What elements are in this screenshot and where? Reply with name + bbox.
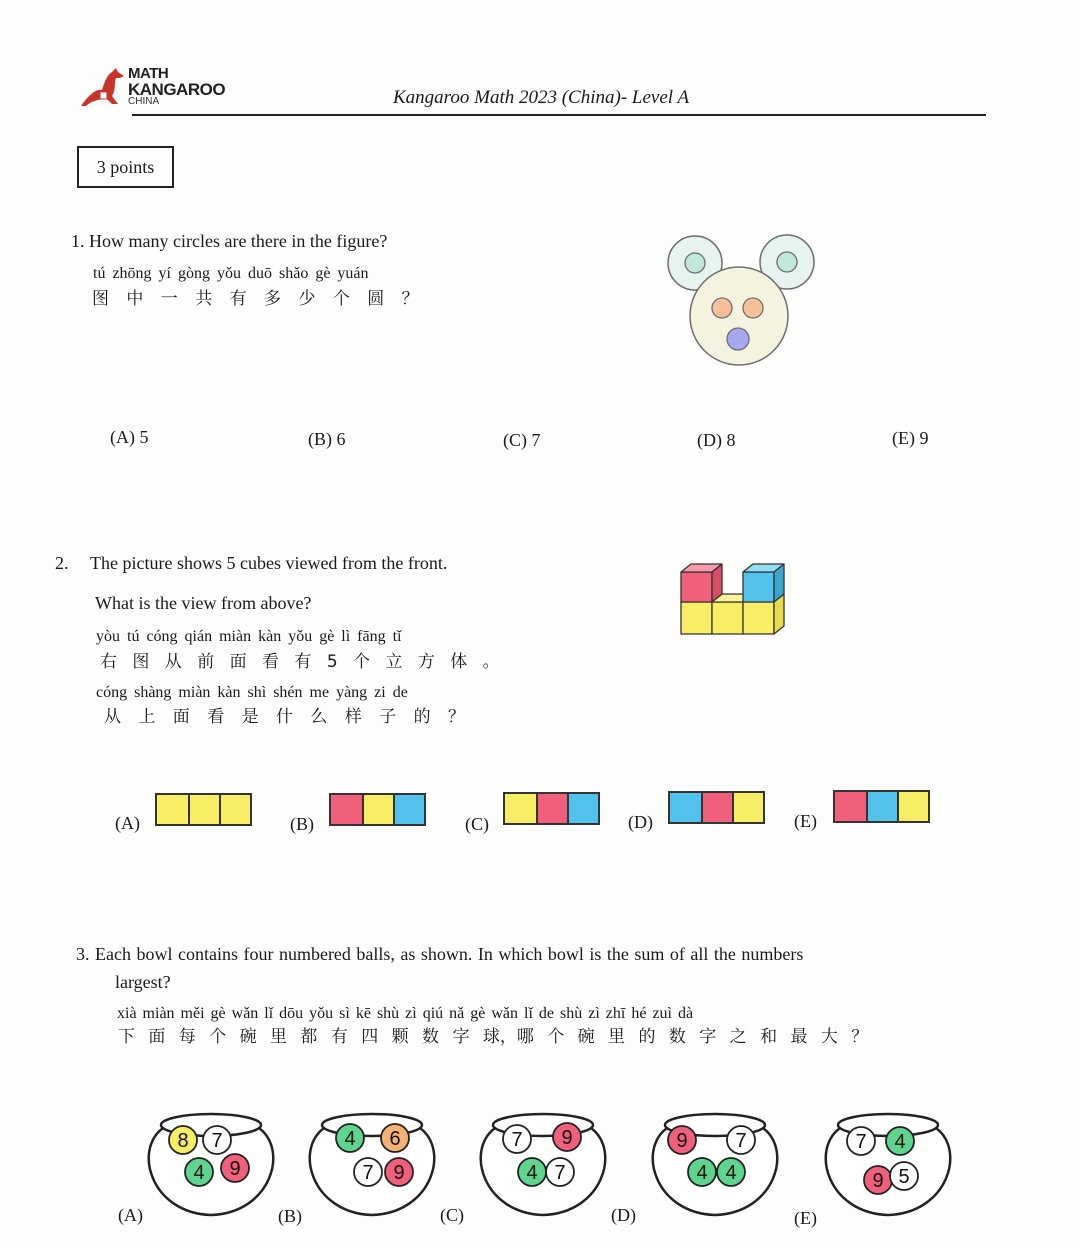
q3-chinese: 下 面 每 个 碗 里 都 有 四 颗 数 字 球，哪 个 碗 里 的 数 字 之 和 最 大 ？ xyxy=(118,1027,869,1047)
bowl-label[interactable]: (B) xyxy=(278,1206,302,1226)
logo-text-kangaroo: KANGAROO xyxy=(128,80,226,99)
bowl-e[interactable] xyxy=(794,1114,950,1229)
ball-number: 4 xyxy=(193,1162,205,1184)
kangaroo-logo-icon xyxy=(78,66,130,108)
q3-question-text: 3. Each bowl contains four numbered balls, as shown. In which bowl is the sum of all the numbers xyxy=(76,944,804,964)
ball-number: 6 xyxy=(389,1128,401,1150)
q2-e-cell-1 xyxy=(835,792,866,821)
q2-option-e-strip[interactable] xyxy=(833,790,930,823)
q1-option-d[interactable]: (D) 8 xyxy=(697,430,736,450)
q2-e-cell-2 xyxy=(866,792,897,821)
ball-number: 7 xyxy=(554,1162,566,1184)
header-divider xyxy=(132,114,986,116)
q2-cubes-figure xyxy=(676,560,792,640)
q1-right-eye-circle xyxy=(743,298,763,318)
q1-option-a[interactable]: (A) 5 xyxy=(110,427,149,447)
bowl-b[interactable] xyxy=(278,1114,434,1227)
q1-option-c[interactable]: (C) 7 xyxy=(503,430,541,450)
ball-number: 7 xyxy=(855,1131,867,1153)
q2-a-cell-3 xyxy=(219,795,250,824)
q2-b-cell-1 xyxy=(331,795,362,824)
q2-option-d[interactable]: (D) xyxy=(628,812,653,832)
ball-number: 4 xyxy=(526,1162,538,1184)
logo-text-math: MATH xyxy=(128,65,169,82)
q1-option-b[interactable]: (B) 6 xyxy=(308,429,346,449)
ball-number: 9 xyxy=(872,1170,884,1192)
q2-a-cell-2 xyxy=(188,795,219,824)
q1-question-text: 1. How many circles are there in the figure? xyxy=(71,231,388,251)
q2-e-cell-3 xyxy=(897,792,928,821)
q1-pinyin: tú zhōng yí gòng yǒu duō shǎo gè yuán xyxy=(93,265,369,282)
q1-option-e[interactable]: (E) 9 xyxy=(892,428,929,448)
ball-number: 4 xyxy=(696,1162,708,1184)
q2-number: 2. xyxy=(55,553,69,573)
ball-number: 5 xyxy=(898,1166,910,1188)
ball-number: 7 xyxy=(362,1162,374,1184)
q1-mouth-circle xyxy=(727,328,749,350)
q2-c-cell-3 xyxy=(567,794,598,823)
q2-d-cell-2 xyxy=(701,793,732,822)
q1-circles-figure xyxy=(660,232,820,372)
q2-option-c[interactable]: (C) xyxy=(465,814,489,834)
ball-number: 9 xyxy=(229,1158,241,1180)
ball-number: 4 xyxy=(725,1162,737,1184)
q2-pinyin-1: yòu tú cóng qián miàn kàn yǒu gè lì fāng tǐ xyxy=(96,628,402,645)
q1-right-ear-inner-circle xyxy=(777,252,797,272)
q1-chinese: 图 中 一 共 有 多 少 个 圆 ？ xyxy=(92,289,419,309)
q2-option-d-strip[interactable] xyxy=(668,791,765,824)
q1-left-ear-inner-circle xyxy=(685,253,705,273)
bowl-d[interactable] xyxy=(611,1114,777,1226)
q2-option-a[interactable]: (A) xyxy=(115,813,140,833)
ball-number: 7 xyxy=(511,1129,523,1151)
ball-number: 9 xyxy=(561,1127,573,1149)
ball-number: 9 xyxy=(676,1130,688,1152)
points-box: 3 points xyxy=(77,146,174,188)
q2-question-text-2: What is the view from above? xyxy=(95,593,312,613)
q2-b-cell-3 xyxy=(393,795,424,824)
bowl-c[interactable] xyxy=(440,1114,605,1226)
q2-question-text: The picture shows 5 cubes viewed from the front. xyxy=(90,553,448,573)
q3-pinyin: xià miàn měi gè wǎn lǐ dōu yǒu sì kē shù zì qiú nǎ gè wǎn lǐ de shù zì zhī hé zuì dà xyxy=(117,1005,694,1022)
q2-c-cell-1 xyxy=(505,794,536,823)
ball-number: 7 xyxy=(211,1130,223,1152)
q3-bowls-figure xyxy=(100,1095,980,1240)
q2-chinese-2: 从 上 面 看 是 什 么 样 子 的 ？ xyxy=(104,707,466,727)
ball-number: 9 xyxy=(393,1162,405,1184)
q2-b-cell-2 xyxy=(362,795,393,824)
q1-left-eye-circle xyxy=(712,298,732,318)
q2-chinese-1: 右 图 从 前 面 看 有 5 个 立 方 体 。 xyxy=(100,652,500,672)
q2-d-cell-1 xyxy=(670,793,701,822)
q2-pinyin-2: cóng shàng miàn kàn shì shén me yàng zi de xyxy=(96,684,408,701)
ball-number: 4 xyxy=(894,1131,906,1153)
q2-a-cell-1 xyxy=(157,795,188,824)
logo-text-china: CHINA xyxy=(128,96,160,107)
ball-number: 7 xyxy=(735,1130,747,1152)
ball-number: 4 xyxy=(344,1128,356,1150)
q3-question-text-2: largest? xyxy=(115,972,171,992)
q2-option-b-strip[interactable] xyxy=(329,793,426,826)
bowl-label[interactable]: (D) xyxy=(611,1205,636,1225)
q2-d-cell-3 xyxy=(732,793,763,822)
q2-option-b[interactable]: (B) xyxy=(290,814,314,834)
q2-option-e[interactable]: (E) xyxy=(794,811,817,831)
page-title: Kangaroo Math 2023 (China)- Level A xyxy=(393,87,690,108)
q2-c-cell-2 xyxy=(536,794,567,823)
q2-option-c-strip[interactable] xyxy=(503,792,600,825)
q2-option-a-strip[interactable] xyxy=(155,793,252,826)
bowl-label[interactable]: (C) xyxy=(440,1205,464,1225)
bowl-label[interactable]: (E) xyxy=(794,1208,817,1228)
bowl-a[interactable] xyxy=(118,1114,273,1226)
ball-number: 8 xyxy=(177,1130,189,1152)
bowl-label[interactable]: (A) xyxy=(118,1205,143,1225)
